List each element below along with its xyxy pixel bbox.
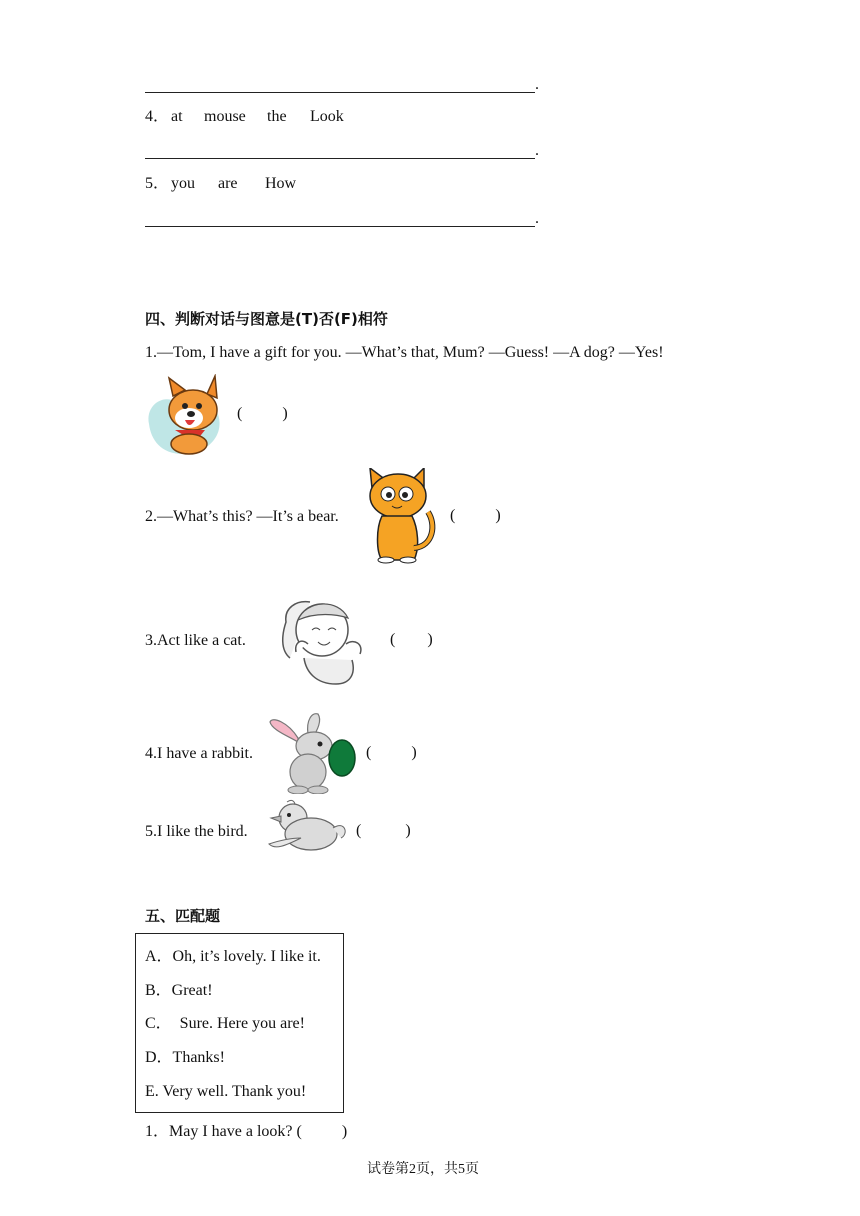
- option-a: A．Oh, it’s lovely. I like it.: [145, 948, 321, 965]
- answer-line-end: .: [535, 76, 539, 93]
- section5-heading: 五、匹配题: [145, 907, 221, 925]
- section4-q4-text: 4.I have a rabbit.: [145, 745, 253, 762]
- reorder-word: you: [171, 175, 195, 192]
- section4-q2-answer[interactable]: ( ): [450, 507, 501, 524]
- reorder-item-5-number: 5．: [145, 175, 170, 192]
- answer-line-5[interactable]: [145, 226, 535, 227]
- rabbit-icon: [268, 712, 358, 794]
- section4-q4-answer[interactable]: ( ): [366, 744, 417, 761]
- section4-q1-text: 1.—Tom, I have a gift for you. —What’s that, Mum? —Guess! —A dog? —Yes!: [145, 344, 664, 361]
- option-b: B．Great!: [145, 982, 213, 999]
- answer-line-4[interactable]: [145, 158, 535, 159]
- section5-q1[interactable]: 1．May I have a look? ( ): [145, 1123, 348, 1140]
- section4-heading: 四、判断对话与图意是(T)否(F)相符: [145, 310, 388, 328]
- reorder-word: are: [218, 175, 238, 192]
- option-d: D．Thanks!: [145, 1049, 225, 1066]
- girl-icon: [276, 594, 372, 686]
- option-c: C． Sure. Here you are!: [145, 1015, 305, 1032]
- section4-q3-text: 3.Act like a cat.: [145, 632, 246, 649]
- reorder-item-4-number: 4．: [145, 108, 170, 125]
- section4-q5-text: 5.I like the bird.: [145, 823, 248, 840]
- bird-icon: [265, 798, 349, 860]
- answer-line-end: .: [535, 210, 539, 227]
- section4-q1-answer[interactable]: ( ): [237, 405, 288, 422]
- dog-icon: [145, 374, 225, 456]
- reorder-word: How: [265, 175, 297, 192]
- reorder-word: Look: [310, 108, 344, 125]
- section4-q3-answer[interactable]: ( ): [390, 631, 433, 648]
- answer-line-end: .: [535, 142, 539, 159]
- page-footer: 试卷第2页，共5页: [367, 1162, 479, 1177]
- cat-icon: [362, 468, 440, 564]
- reorder-word: at: [171, 108, 183, 125]
- reorder-word: the: [267, 108, 287, 125]
- option-e: E. Very well. Thank you!: [145, 1083, 307, 1100]
- answer-line-3[interactable]: [145, 92, 535, 93]
- section4-q5-answer[interactable]: ( ): [356, 822, 411, 839]
- reorder-word: mouse: [204, 108, 246, 125]
- section4-q2-text: 2.—What’s this? —It’s a bear.: [145, 508, 339, 525]
